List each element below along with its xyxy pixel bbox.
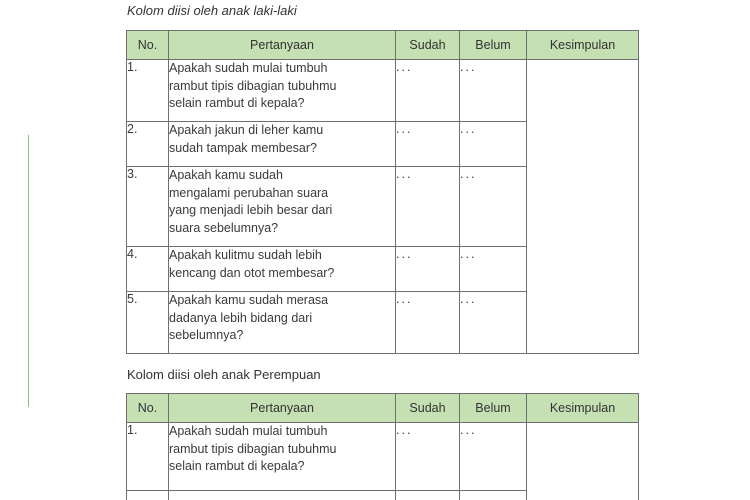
answer-done-cell[interactable]: ... xyxy=(396,292,460,354)
question-line: Apakah kamu sudah merasa xyxy=(169,293,329,307)
row-number: 2. xyxy=(127,122,169,167)
answer-done-cell[interactable] xyxy=(396,491,460,500)
row-number: 1. xyxy=(127,60,169,122)
question-line: Apakah sudah mulai tumbuh xyxy=(169,61,328,75)
caption-boys: Kolom diisi oleh anak laki-laki xyxy=(127,3,297,18)
question-text xyxy=(169,292,396,354)
question-line: dadanya lebih bidang dari xyxy=(169,310,313,325)
answer-done-cell[interactable]: ... xyxy=(396,423,460,491)
header-conclusion: Kesimpulan xyxy=(527,394,639,423)
table-row xyxy=(127,60,639,122)
header-question: Pertanyaan xyxy=(169,31,396,60)
answer-done-cell[interactable]: ... xyxy=(396,167,460,247)
header-notyet: Belum xyxy=(460,31,527,60)
caption-girls: Kolom diisi oleh anak Perempuan xyxy=(127,367,321,382)
question-text xyxy=(169,122,396,167)
answer-done-cell[interactable]: ... xyxy=(396,247,460,292)
header-question: Pertanyaan xyxy=(169,394,396,423)
question-line: selain rambut di kepala? xyxy=(169,459,305,473)
conclusion-cell[interactable] xyxy=(527,60,639,354)
row-number: 4. xyxy=(127,247,169,292)
page-margin-line xyxy=(28,135,29,407)
row-number xyxy=(127,491,169,500)
boys-table-body xyxy=(127,60,639,354)
answer-notyet-cell[interactable]: ... xyxy=(460,122,527,167)
answer-notyet-cell[interactable]: ... xyxy=(460,60,527,122)
header-conclusion: Kesimpulan xyxy=(527,31,639,60)
answer-notyet-cell[interactable]: ... xyxy=(460,423,527,491)
answer-notyet-cell[interactable] xyxy=(460,491,527,500)
header-notyet: Belum xyxy=(460,394,527,423)
question-line: kencang dan otot membesar? xyxy=(169,265,335,280)
row-number: 1. xyxy=(127,423,169,491)
question-line: rambut tipis dibagian tubuhmu xyxy=(169,441,337,456)
header-no: No. xyxy=(127,31,169,60)
table-header-row xyxy=(127,31,639,60)
row-number: 5. xyxy=(127,292,169,354)
boys-checklist-table xyxy=(126,30,639,354)
answer-notyet-cell[interactable]: ... xyxy=(460,292,527,354)
header-done: Sudah xyxy=(396,31,460,60)
row-number: 3. xyxy=(127,167,169,247)
question-text xyxy=(169,167,396,247)
answer-done-cell[interactable]: ... xyxy=(396,60,460,122)
conclusion-cell[interactable] xyxy=(527,423,639,500)
question-line: Apakah kulitmu sudah lebih xyxy=(169,248,322,262)
question-line: Apakah sudah mulai tumbuh xyxy=(169,424,328,438)
question-text xyxy=(169,60,396,122)
question-line: mengalami perubahan suara xyxy=(169,185,329,200)
question-text xyxy=(169,491,396,500)
question-line: rambut tipis dibagian tubuhmu xyxy=(169,78,337,93)
girls-checklist-table xyxy=(126,393,639,500)
question-line: Apakah kamu sudah xyxy=(169,168,283,182)
girls-table-body xyxy=(127,423,639,500)
answer-notyet-cell[interactable]: ... xyxy=(460,167,527,247)
header-done: Sudah xyxy=(396,394,460,423)
table-header-row xyxy=(127,394,639,423)
question-line: suara sebelumnya? xyxy=(169,220,279,235)
table-row xyxy=(127,423,639,491)
answer-done-cell[interactable]: ... xyxy=(396,122,460,167)
header-no: No. xyxy=(127,394,169,423)
question-line: sebelumnya? xyxy=(169,328,244,342)
question-line: sudah tampak membesar? xyxy=(169,140,317,155)
question-line: selain rambut di kepala? xyxy=(169,96,305,110)
question-text xyxy=(169,247,396,292)
question-text xyxy=(169,423,396,491)
question-line: Apakah jakun di leher kamu xyxy=(169,123,324,137)
answer-notyet-cell[interactable]: ... xyxy=(460,247,527,292)
question-line: yang menjadi lebih besar dari xyxy=(169,203,333,217)
